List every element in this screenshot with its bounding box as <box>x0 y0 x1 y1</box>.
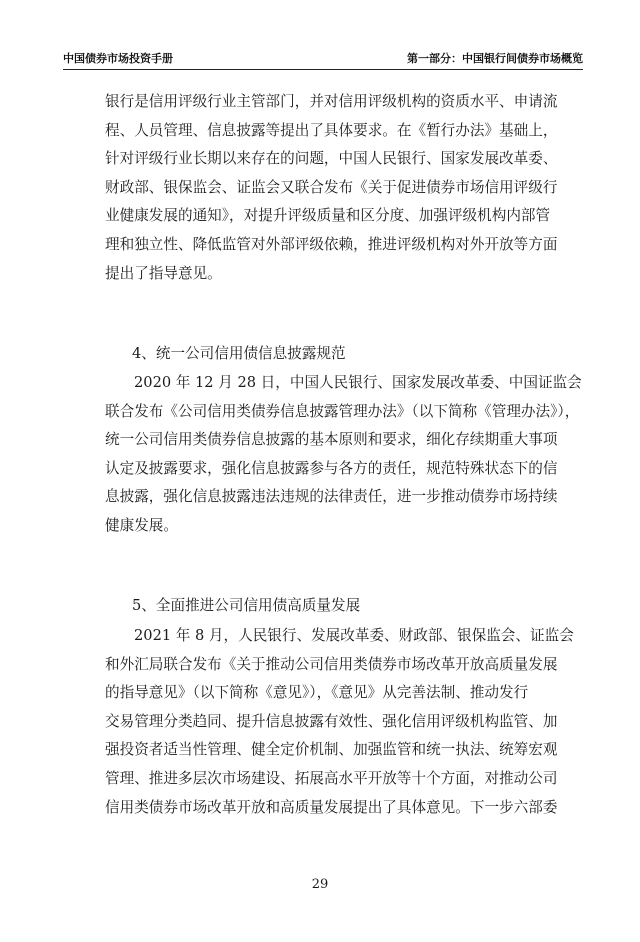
header-section-title: 第一部分：中国银行间债券市场概览 <box>407 52 583 65</box>
section-5-line: 和外汇局联合发布《关于推动公司信用类债券市场改革开放高质量发展 <box>105 655 558 673</box>
intro-line: 银行是信用评级行业主管部门，并对信用评级机构的资质水平、申请流 <box>105 93 558 110</box>
section-4-line: 健康发展。 <box>105 516 178 534</box>
section-4-line: 2020 年 12 月 28 日，中国人民银行、国家发展改革委、中国证监会 <box>134 374 582 391</box>
section-5-line: 2021 年 8 月，人民银行、发展改革委、财政部、银保监会、证监会 <box>134 627 574 644</box>
section-5-line: 交易管理分类趋同、提升信息披露有效性、强化信用评级机构监管、加 <box>105 712 558 730</box>
intro-line: 程、人员管理、信息披露等提出了具体要求。在《暂行办法》基础上， <box>105 121 558 139</box>
intro-line: 针对评级行业长期以来存在的问题，中国人民银行、国家发展改革委、 <box>105 150 558 168</box>
section-4-line: 息披露，强化信息披露违法违规的法律责任，进一步推动债券市场持续 <box>105 488 558 506</box>
section-5-paragraph <box>105 622 574 822</box>
section-5-line: 强投资者适当性管理、健全定价机制、加强监管和统一执法、统筹宏观 <box>105 741 558 759</box>
intro-line: 业健康发展的通知》，对提升评级质量和区分度、加强评级机构内部管 <box>105 207 551 225</box>
intro-line: 财政部、银保监会、证监会又联合发布《关于促进债券市场信用评级行 <box>105 178 558 196</box>
section-4-heading: 4、统一公司信用债信息披露规范 <box>132 345 346 362</box>
header-book-title: 中国债券市场投资手册 <box>63 52 173 65</box>
section-4-line: 认定及披露要求，强化信息披露参与各方的责任，规范特殊状态下的信 <box>105 459 558 477</box>
header-divider <box>63 69 583 70</box>
running-header <box>63 50 583 66</box>
intro-line: 提出了指导意见。 <box>105 264 222 282</box>
page-number: 29 <box>311 877 329 892</box>
section-5-line: 管理、推进多层次市场建设、拓展高水平开放等十个方面，对推动公司 <box>105 769 558 787</box>
intro-line: 理和独立性、降低监管对外部评级依赖，推进评级机构对外开放等方面 <box>105 235 558 253</box>
section-5-heading: 5、全面推进公司信用债高质量发展 <box>132 597 361 614</box>
section-5-line: 的指导意见》（以下简称《意见》），《意见》从完善法制、推动发行 <box>105 684 529 702</box>
intro-paragraph <box>105 88 558 288</box>
section-4-paragraph <box>105 369 582 541</box>
section-5-line: 信用类债券市场改革开放和高质量发展提出了具体意见。下一步六部委 <box>105 798 558 816</box>
section-4-line: 联合发布《公司信用类债券信息披露管理办法》（以下简称《管理办法》）， <box>105 402 580 420</box>
section-4-line: 统一公司信用类债券信息披露的基本原则和要求，细化存续期重大事项 <box>105 431 558 449</box>
